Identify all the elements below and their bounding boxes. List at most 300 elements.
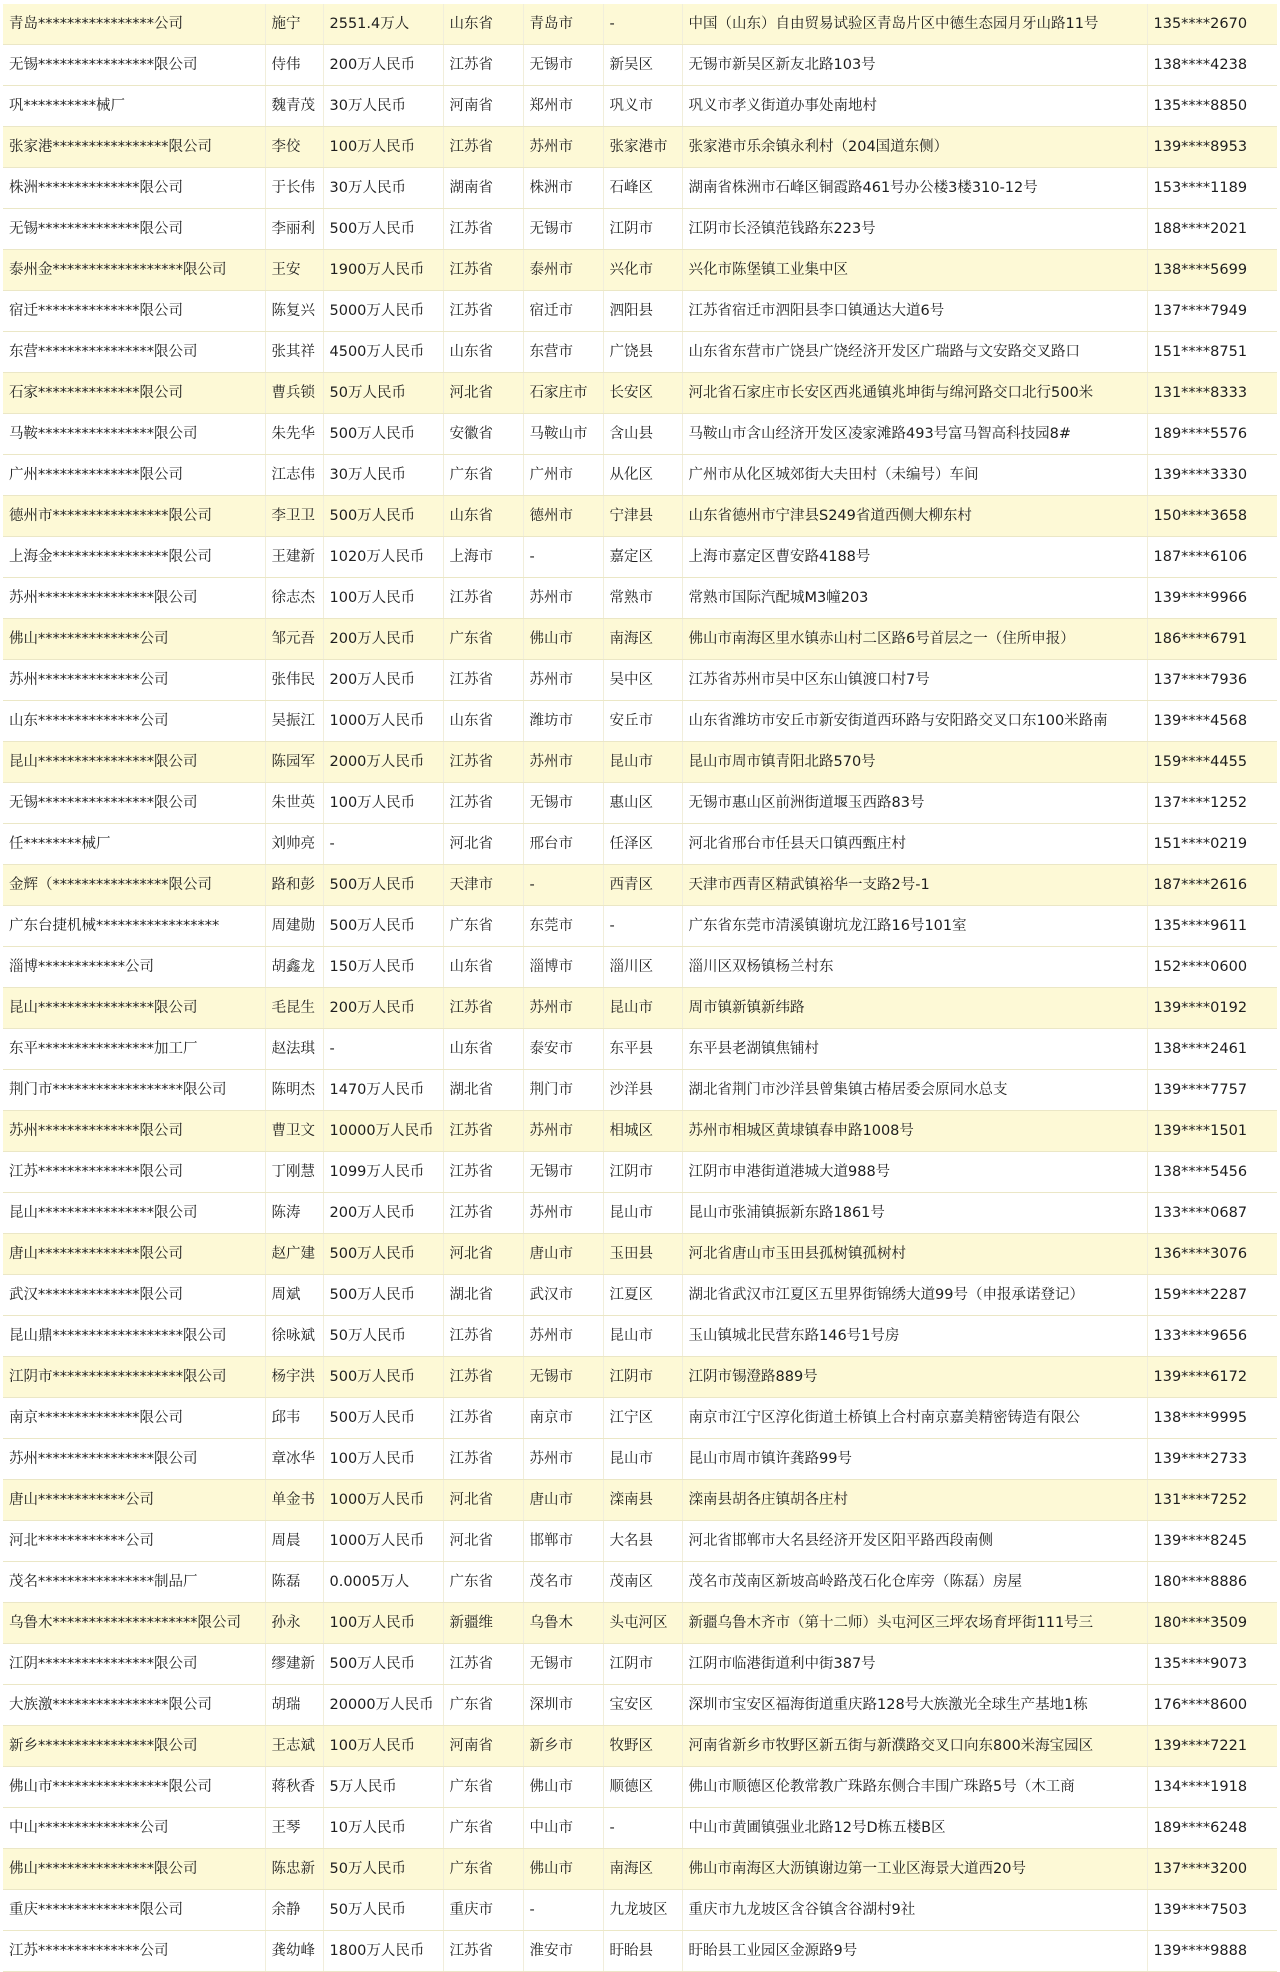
table-row (3, 1275, 1277, 1316)
province-cell: 广东省 (443, 906, 523, 947)
registered-capital-cell: 30万人民币 (323, 86, 443, 127)
phone-cell: 139****7221 (1147, 1726, 1277, 1767)
table-row (3, 4, 1277, 45)
table-row (3, 1234, 1277, 1275)
phone-cell: 187****6106 (1147, 537, 1277, 578)
company-name-cell: 株洲**************限公司 (3, 168, 265, 209)
table-row (3, 1521, 1277, 1562)
district-cell: 石峰区 (603, 168, 682, 209)
province-cell: 广东省 (443, 1562, 523, 1603)
table-row (3, 250, 1277, 291)
address-cell: 周市镇新镇新纬路 (682, 988, 1147, 1029)
legal-rep-cell: 王琴 (265, 1808, 323, 1849)
district-cell: 九龙坡区 (603, 1890, 682, 1931)
district-cell: 常熟市 (603, 578, 682, 619)
table-row (3, 1685, 1277, 1726)
legal-rep-cell: 周斌 (265, 1275, 323, 1316)
city-cell: 佛山市 (523, 1849, 603, 1890)
legal-rep-cell: 邱韦 (265, 1398, 323, 1439)
address-cell: 巩义市孝义街道办事处南地村 (682, 86, 1147, 127)
table-row (3, 742, 1277, 783)
phone-cell: 131****8333 (1147, 373, 1277, 414)
province-cell: 江苏省 (443, 1398, 523, 1439)
phone-cell: 137****1252 (1147, 783, 1277, 824)
registered-capital-cell: 100万人民币 (323, 1603, 443, 1644)
table-row (3, 1029, 1277, 1070)
phone-cell: 139****4568 (1147, 701, 1277, 742)
province-cell: 山东省 (443, 701, 523, 742)
city-cell: 茂名市 (523, 1562, 603, 1603)
city-cell: 邢台市 (523, 824, 603, 865)
company-name-cell: 马鞍****************限公司 (3, 414, 265, 455)
city-cell: 马鞍山市 (523, 414, 603, 455)
registered-capital-cell: 200万人民币 (323, 45, 443, 86)
address-cell: 昆山市张浦镇振新东路1861号 (682, 1193, 1147, 1234)
phone-cell: 134****1918 (1147, 1767, 1277, 1808)
address-cell: 茂名市茂南区新坡高岭路茂石化仓库旁（陈磊）房屋 (682, 1562, 1147, 1603)
city-cell: 无锡市 (523, 1152, 603, 1193)
company-name-cell: 河北************公司 (3, 1521, 265, 1562)
address-cell: 湖北省荆门市沙洋县曾集镇古椿居委会原同水总支 (682, 1070, 1147, 1111)
city-cell: 佛山市 (523, 619, 603, 660)
district-cell: 盱眙县 (603, 1931, 682, 1972)
table-row (3, 1439, 1277, 1480)
district-cell: 昆山市 (603, 988, 682, 1029)
phone-cell: 159****2287 (1147, 1275, 1277, 1316)
company-name-cell: 江阴市******************限公司 (3, 1357, 265, 1398)
table-row (3, 1562, 1277, 1603)
phone-cell: 151****0219 (1147, 824, 1277, 865)
table-row (3, 1808, 1277, 1849)
table-row (3, 865, 1277, 906)
address-cell: 上海市嘉定区曹安路4188号 (682, 537, 1147, 578)
city-cell: 苏州市 (523, 1111, 603, 1152)
table-row (3, 701, 1277, 742)
district-cell: 宝安区 (603, 1685, 682, 1726)
table-row (3, 496, 1277, 537)
city-cell: 宿迁市 (523, 291, 603, 332)
table-row (3, 619, 1277, 660)
legal-rep-cell: 胡瑞 (265, 1685, 323, 1726)
company-name-cell: 广州**************限公司 (3, 455, 265, 496)
legal-rep-cell: 刘帅亮 (265, 824, 323, 865)
district-cell: 南海区 (603, 1849, 682, 1890)
legal-rep-cell: 缪建新 (265, 1644, 323, 1685)
table-row (3, 988, 1277, 1029)
address-cell: 昆山市周市镇许龚路99号 (682, 1439, 1147, 1480)
table-row (3, 1111, 1277, 1152)
registered-capital-cell: 500万人民币 (323, 1275, 443, 1316)
district-cell: 江宁区 (603, 1398, 682, 1439)
city-cell: 邯郸市 (523, 1521, 603, 1562)
city-cell: 唐山市 (523, 1234, 603, 1275)
table-row (3, 168, 1277, 209)
address-cell: 江阴市长泾镇范钱路东223号 (682, 209, 1147, 250)
company-name-cell: 中山**************公司 (3, 1808, 265, 1849)
city-cell: 苏州市 (523, 1193, 603, 1234)
table-row (3, 1931, 1277, 1972)
province-cell: 广东省 (443, 1685, 523, 1726)
address-cell: 马鞍山市含山经济开发区凌家滩路493号富马智高科技园8# (682, 414, 1147, 455)
province-cell: 天津市 (443, 865, 523, 906)
table-row (3, 783, 1277, 824)
phone-cell: 139****6172 (1147, 1357, 1277, 1398)
city-cell: 潍坊市 (523, 701, 603, 742)
registered-capital-cell: 2551.4万人 (323, 4, 443, 45)
registered-capital-cell: 500万人民币 (323, 1644, 443, 1685)
registered-capital-cell: 500万人民币 (323, 906, 443, 947)
registered-capital-cell: 4500万人民币 (323, 332, 443, 373)
city-cell: 唐山市 (523, 1480, 603, 1521)
registered-capital-cell: 100万人民币 (323, 783, 443, 824)
registered-capital-cell: 100万人民币 (323, 1439, 443, 1480)
company-name-cell: 佛山**************公司 (3, 619, 265, 660)
address-cell: 淄川区双杨镇杨兰村东 (682, 947, 1147, 988)
district-cell: 东平县 (603, 1029, 682, 1070)
address-cell: 东平县老湖镇焦铺村 (682, 1029, 1147, 1070)
legal-rep-cell: 陈复兴 (265, 291, 323, 332)
phone-cell: 139****2733 (1147, 1439, 1277, 1480)
registered-capital-cell: 50万人民币 (323, 1890, 443, 1931)
address-cell: 广州市从化区城郊街大夫田村（未编号）车间 (682, 455, 1147, 496)
province-cell: 河北省 (443, 1234, 523, 1275)
phone-cell: 188****2021 (1147, 209, 1277, 250)
address-cell: 滦南县胡各庄镇胡各庄村 (682, 1480, 1147, 1521)
registered-capital-cell: 50万人民币 (323, 1849, 443, 1890)
city-cell: 无锡市 (523, 783, 603, 824)
registered-capital-cell: 200万人民币 (323, 988, 443, 1029)
address-cell: 湖南省株洲市石峰区铜霞路461号办公楼3楼310-12号 (682, 168, 1147, 209)
company-name-cell: 南京**************限公司 (3, 1398, 265, 1439)
city-cell: 苏州市 (523, 660, 603, 701)
city-cell: 淄博市 (523, 947, 603, 988)
phone-cell: 186****6791 (1147, 619, 1277, 660)
registered-capital-cell: 500万人民币 (323, 1357, 443, 1398)
address-cell: 盱眙县工业园区金源路9号 (682, 1931, 1147, 1972)
company-name-cell: 昆山鼎******************限公司 (3, 1316, 265, 1357)
address-cell: 江阴市锡澄路889号 (682, 1357, 1147, 1398)
address-cell: 深圳市宝安区福海街道重庆路128号大族激光全球生产基地1栋 (682, 1685, 1147, 1726)
city-cell: 株洲市 (523, 168, 603, 209)
table-row (3, 947, 1277, 988)
company-name-cell: 德州市****************限公司 (3, 496, 265, 537)
city-cell: 新乡市 (523, 1726, 603, 1767)
address-cell: 天津市西青区精武镇裕华一支路2号-1 (682, 865, 1147, 906)
province-cell: 江苏省 (443, 1644, 523, 1685)
district-cell: 沙洋县 (603, 1070, 682, 1111)
province-cell: 山东省 (443, 4, 523, 45)
province-cell: 山东省 (443, 1029, 523, 1070)
province-cell: 湖北省 (443, 1070, 523, 1111)
district-cell: 茂南区 (603, 1562, 682, 1603)
address-cell: 江阴市申港街道港城大道988号 (682, 1152, 1147, 1193)
registered-capital-cell: 10万人民币 (323, 1808, 443, 1849)
province-cell: 安徽省 (443, 414, 523, 455)
company-name-cell: 青岛****************公司 (3, 4, 265, 45)
province-cell: 江苏省 (443, 291, 523, 332)
legal-rep-cell: 江志伟 (265, 455, 323, 496)
phone-cell: 159****4455 (1147, 742, 1277, 783)
district-cell: 头屯河区 (603, 1603, 682, 1644)
company-name-cell: 金辉（****************限公司 (3, 865, 265, 906)
legal-rep-cell: 龚幼峰 (265, 1931, 323, 1972)
address-cell: 河北省邯郸市大名县经济开发区阳平路西段南侧 (682, 1521, 1147, 1562)
registered-capital-cell: 1800万人民币 (323, 1931, 443, 1972)
address-cell: 广东省东莞市清溪镇谢坑龙江路16号101室 (682, 906, 1147, 947)
phone-cell: 138****5699 (1147, 250, 1277, 291)
district-cell: 江夏区 (603, 1275, 682, 1316)
company-name-cell: 江苏**************限公司 (3, 1152, 265, 1193)
registered-capital-cell: 500万人民币 (323, 496, 443, 537)
phone-cell: 180****8886 (1147, 1562, 1277, 1603)
registered-capital-cell: - (323, 824, 443, 865)
table-body (3, 4, 1277, 1972)
province-cell: 广东省 (443, 455, 523, 496)
legal-rep-cell: 余静 (265, 1890, 323, 1931)
city-cell: 苏州市 (523, 127, 603, 168)
company-name-cell: 泰州金******************限公司 (3, 250, 265, 291)
registered-capital-cell: 100万人民币 (323, 578, 443, 619)
district-cell: - (603, 906, 682, 947)
company-list-page (0, 4, 1280, 1959)
registered-capital-cell: 20000万人民币 (323, 1685, 443, 1726)
legal-rep-cell: 周建勋 (265, 906, 323, 947)
province-cell: 广东省 (443, 1849, 523, 1890)
address-cell: 河北省唐山市玉田县孤树镇孤树村 (682, 1234, 1147, 1275)
phone-cell: 139****9888 (1147, 1931, 1277, 1972)
company-name-cell: 巩**********械厂 (3, 86, 265, 127)
province-cell: 江苏省 (443, 45, 523, 86)
legal-rep-cell: 陈明杰 (265, 1070, 323, 1111)
phone-cell: 180****3509 (1147, 1603, 1277, 1644)
registered-capital-cell: 30万人民币 (323, 455, 443, 496)
address-cell: 常熟市国际汽配城M3幢203 (682, 578, 1147, 619)
legal-rep-cell: 赵广建 (265, 1234, 323, 1275)
address-cell: 江阴市临港街道利中街387号 (682, 1644, 1147, 1685)
company-name-cell: 任********械厂 (3, 824, 265, 865)
registered-capital-cell: - (323, 1029, 443, 1070)
legal-rep-cell: 胡鑫龙 (265, 947, 323, 988)
province-cell: 江苏省 (443, 660, 523, 701)
address-cell: 南京市江宁区淳化街道土桥镇上合村南京嘉美精密铸造有限公 (682, 1398, 1147, 1439)
legal-rep-cell: 侍伟 (265, 45, 323, 86)
legal-rep-cell: 施宁 (265, 4, 323, 45)
table-row (3, 45, 1277, 86)
address-cell: 玉山镇城北民营东路146号1号房 (682, 1316, 1147, 1357)
table-row (3, 209, 1277, 250)
district-cell: 江阴市 (603, 1152, 682, 1193)
registered-capital-cell: 100万人民币 (323, 127, 443, 168)
table-row (3, 1644, 1277, 1685)
phone-cell: 151****8751 (1147, 332, 1277, 373)
phone-cell: 139****0192 (1147, 988, 1277, 1029)
table-row (3, 1480, 1277, 1521)
company-name-cell: 山东**************公司 (3, 701, 265, 742)
address-cell: 河北省石家庄市长安区西兆通镇兆坤街与绵河路交口北行500米 (682, 373, 1147, 414)
phone-cell: 153****1189 (1147, 168, 1277, 209)
district-cell: 长安区 (603, 373, 682, 414)
table-row (3, 1152, 1277, 1193)
legal-rep-cell: 陈涛 (265, 1193, 323, 1234)
city-cell: 东莞市 (523, 906, 603, 947)
district-cell: 张家港市 (603, 127, 682, 168)
legal-rep-cell: 李卫卫 (265, 496, 323, 537)
district-cell: 广饶县 (603, 332, 682, 373)
company-table (3, 4, 1277, 1972)
company-name-cell: 上海金****************限公司 (3, 537, 265, 578)
registered-capital-cell: 1020万人民币 (323, 537, 443, 578)
phone-cell: 187****2616 (1147, 865, 1277, 906)
province-cell: 广东省 (443, 1767, 523, 1808)
phone-cell: 139****8245 (1147, 1521, 1277, 1562)
table-row (3, 578, 1277, 619)
legal-rep-cell: 陈忠新 (265, 1849, 323, 1890)
registered-capital-cell: 0.0005万人 (323, 1562, 443, 1603)
table-row (3, 824, 1277, 865)
company-name-cell: 宿迁**************限公司 (3, 291, 265, 332)
district-cell: 含山县 (603, 414, 682, 455)
address-cell: 昆山市周市镇青阳北路570号 (682, 742, 1147, 783)
address-cell: 山东省潍坊市安丘市新安街道西环路与安阳路交叉口东100米路南 (682, 701, 1147, 742)
address-cell: 张家港市乐余镇永利村（204国道东侧） (682, 127, 1147, 168)
table-row (3, 373, 1277, 414)
table-row (3, 537, 1277, 578)
city-cell: 无锡市 (523, 1644, 603, 1685)
province-cell: 江苏省 (443, 250, 523, 291)
legal-rep-cell: 路和彭 (265, 865, 323, 906)
district-cell: 新吴区 (603, 45, 682, 86)
address-cell: 中山市黄圃镇强业北路12号D栋五楼B区 (682, 1808, 1147, 1849)
city-cell: - (523, 1890, 603, 1931)
province-cell: 江苏省 (443, 1439, 523, 1480)
district-cell: 昆山市 (603, 1316, 682, 1357)
city-cell: 苏州市 (523, 1439, 603, 1480)
district-cell: 嘉定区 (603, 537, 682, 578)
registered-capital-cell: 500万人民币 (323, 865, 443, 906)
registered-capital-cell: 150万人民币 (323, 947, 443, 988)
table-row (3, 1603, 1277, 1644)
table-row (3, 86, 1277, 127)
province-cell: 江苏省 (443, 1357, 523, 1398)
registered-capital-cell: 500万人民币 (323, 414, 443, 455)
company-name-cell: 佛山****************限公司 (3, 1849, 265, 1890)
company-name-cell: 广东台捷机械***************** (3, 906, 265, 947)
registered-capital-cell: 500万人民币 (323, 209, 443, 250)
table-row (3, 906, 1277, 947)
district-cell: 昆山市 (603, 1439, 682, 1480)
address-cell: 无锡市新吴区新友北路103号 (682, 45, 1147, 86)
legal-rep-cell: 张其祥 (265, 332, 323, 373)
province-cell: 河北省 (443, 824, 523, 865)
district-cell: 西青区 (603, 865, 682, 906)
phone-cell: 139****9966 (1147, 578, 1277, 619)
address-cell: 江苏省苏州市吴中区东山镇渡口村7号 (682, 660, 1147, 701)
legal-rep-cell: 徐志杰 (265, 578, 323, 619)
company-name-cell: 荆门市******************限公司 (3, 1070, 265, 1111)
city-cell: 泰安市 (523, 1029, 603, 1070)
legal-rep-cell: 李佼 (265, 127, 323, 168)
company-name-cell: 茂名****************制品厂 (3, 1562, 265, 1603)
company-name-cell: 佛山市****************限公司 (3, 1767, 265, 1808)
province-cell: 山东省 (443, 947, 523, 988)
address-cell: 中国（山东）自由贸易试验区青岛片区中德生态园月牙山路11号 (682, 4, 1147, 45)
phone-cell: 139****8953 (1147, 127, 1277, 168)
district-cell: 顺德区 (603, 1767, 682, 1808)
legal-rep-cell: 杨宇洪 (265, 1357, 323, 1398)
table-row (3, 1890, 1277, 1931)
city-cell: 南京市 (523, 1398, 603, 1439)
district-cell: - (603, 1808, 682, 1849)
address-cell: 江苏省宿迁市泗阳县李口镇通达大道6号 (682, 291, 1147, 332)
table-row (3, 660, 1277, 701)
legal-rep-cell: 于长伟 (265, 168, 323, 209)
phone-cell: 139****3330 (1147, 455, 1277, 496)
phone-cell: 137****3200 (1147, 1849, 1277, 1890)
city-cell: 苏州市 (523, 1316, 603, 1357)
district-cell: - (603, 4, 682, 45)
address-cell: 无锡市惠山区前洲街道堰玉西路83号 (682, 783, 1147, 824)
phone-cell: 189****5576 (1147, 414, 1277, 455)
province-cell: 山东省 (443, 332, 523, 373)
district-cell: 相城区 (603, 1111, 682, 1152)
legal-rep-cell: 徐咏斌 (265, 1316, 323, 1357)
registered-capital-cell: 1900万人民币 (323, 250, 443, 291)
city-cell: 石家庄市 (523, 373, 603, 414)
legal-rep-cell: 王建新 (265, 537, 323, 578)
city-cell: 苏州市 (523, 742, 603, 783)
registered-capital-cell: 5000万人民币 (323, 291, 443, 332)
city-cell: 苏州市 (523, 578, 603, 619)
phone-cell: 138****2461 (1147, 1029, 1277, 1070)
registered-capital-cell: 10000万人民币 (323, 1111, 443, 1152)
phone-cell: 133****9656 (1147, 1316, 1277, 1357)
city-cell: 武汉市 (523, 1275, 603, 1316)
company-name-cell: 苏州**************公司 (3, 660, 265, 701)
province-cell: 江苏省 (443, 578, 523, 619)
phone-cell: 176****8600 (1147, 1685, 1277, 1726)
district-cell: 牧野区 (603, 1726, 682, 1767)
legal-rep-cell: 毛昆生 (265, 988, 323, 1029)
province-cell: 河北省 (443, 373, 523, 414)
phone-cell: 138****5456 (1147, 1152, 1277, 1193)
address-cell: 苏州市相城区黄埭镇春申路1008号 (682, 1111, 1147, 1152)
registered-capital-cell: 500万人民币 (323, 1234, 443, 1275)
province-cell: 上海市 (443, 537, 523, 578)
district-cell: 惠山区 (603, 783, 682, 824)
phone-cell: 137****7936 (1147, 660, 1277, 701)
company-name-cell: 唐山************公司 (3, 1480, 265, 1521)
city-cell: 苏州市 (523, 988, 603, 1029)
province-cell: 重庆市 (443, 1890, 523, 1931)
table-row (3, 127, 1277, 168)
table-row (3, 332, 1277, 373)
province-cell: 广东省 (443, 1808, 523, 1849)
legal-rep-cell: 章冰华 (265, 1439, 323, 1480)
legal-rep-cell: 吴振江 (265, 701, 323, 742)
phone-cell: 139****7757 (1147, 1070, 1277, 1111)
district-cell: 南海区 (603, 619, 682, 660)
legal-rep-cell: 王志斌 (265, 1726, 323, 1767)
phone-cell: 133****0687 (1147, 1193, 1277, 1234)
city-cell: 佛山市 (523, 1767, 603, 1808)
legal-rep-cell: 魏青茂 (265, 86, 323, 127)
table-row (3, 1193, 1277, 1234)
city-cell: 德州市 (523, 496, 603, 537)
district-cell: 宁津县 (603, 496, 682, 537)
district-cell: 从化区 (603, 455, 682, 496)
company-name-cell: 乌鲁木********************限公司 (3, 1603, 265, 1644)
city-cell: 中山市 (523, 1808, 603, 1849)
